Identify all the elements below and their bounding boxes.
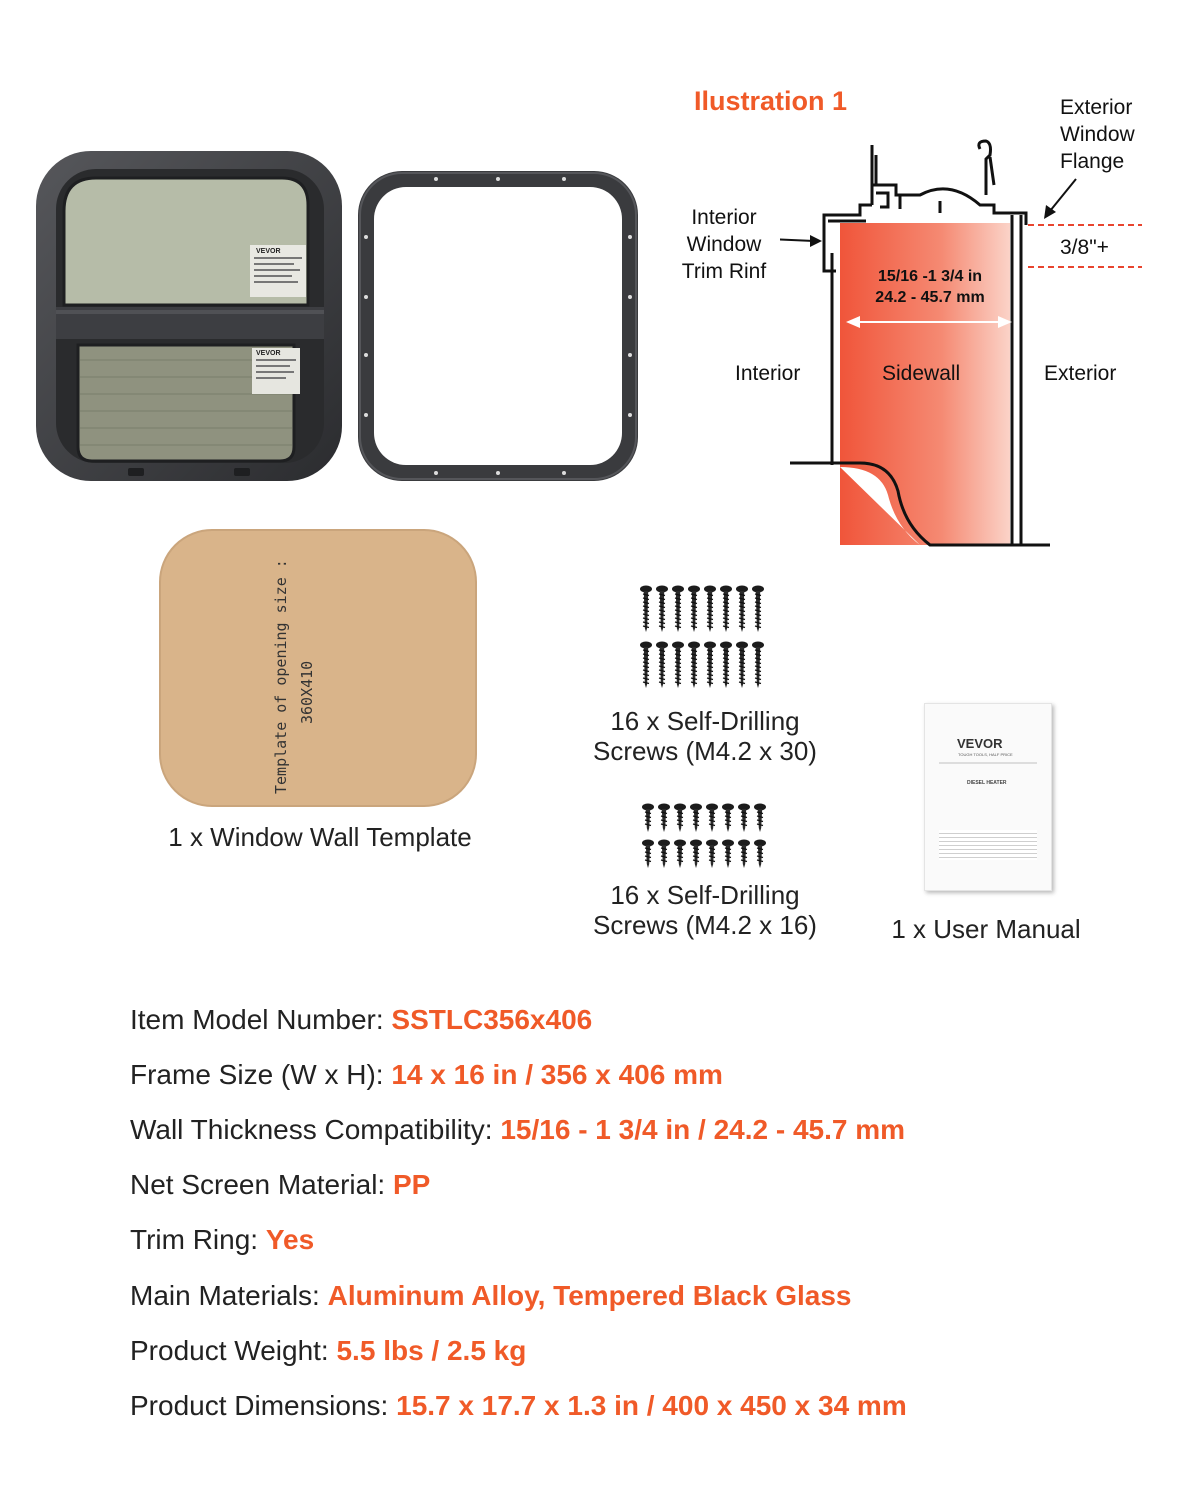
screw-icon [690,804,702,833]
screw-icon [656,642,668,689]
screw-icon [642,804,654,833]
manual-brand: VEVOR [957,736,1003,751]
spec-value: PP [393,1169,431,1200]
exterior-label: Exterior [1044,362,1117,385]
spec-label: Main Materials: [130,1280,320,1311]
spec-label: Product Weight: [130,1335,329,1366]
spec-row [130,1280,851,1312]
screw-icon [640,586,652,633]
spec-label: Wall Thickness Compatibility: [130,1114,493,1145]
spec-value: 5.5 lbs / 2.5 kg [336,1335,527,1366]
interior-trim-label [664,204,784,285]
exterior-flange-label [1060,94,1160,175]
sidewall-label: Sidewall [882,362,961,385]
long-screws-caption [560,706,850,766]
screw-icon [754,840,766,869]
spec-row [130,1004,592,1036]
gap-label: 3/8"+ [1060,236,1109,259]
spec-value: 15.7 x 17.7 x 1.3 in / 400 x 450 x 34 mm [396,1390,907,1421]
spec-row [130,1390,907,1422]
template-text-line1: Template of opening size : [272,559,290,794]
short-screws-line2: Screws (M4.2 x 16) [593,910,817,940]
thickness-label [845,266,1015,308]
spec-value: SSTLC356x406 [391,1004,593,1035]
illustration-title: Ilustration 1 [694,86,848,116]
screw-icon [640,642,652,689]
screw-icon [672,586,684,633]
spec-row [130,1059,723,1091]
sidewall-diagram [780,135,1150,555]
screw-icon [736,642,748,689]
user-manual-image [924,703,1052,891]
window-image [30,145,350,490]
interior-trim-line2: Window [686,233,762,256]
screw-icon [688,642,700,689]
thickness-in: 15/16 -1 3/4 in [877,268,983,285]
spec-row [130,1169,430,1201]
trim-ring-image [352,165,644,487]
manual-caption: 1 x User Manual [891,914,1081,944]
template-text-line2: 360X410 [298,660,316,724]
spec-label: Frame Size (W x H): [130,1059,384,1090]
manual-tagline: TOUGH TOOLS, HALF PRICE [958,752,1013,757]
short-screws-line1: 16 x Self-Drilling [610,880,800,910]
short-screws-caption [560,880,850,940]
window-brand-label: VEVOR [256,248,281,255]
screw-icon [738,840,750,869]
screw-icon [690,840,702,869]
manual-body-text [939,830,1037,860]
screw-icon [722,840,734,869]
spec-row [130,1224,314,1256]
screw-icon [720,586,732,633]
long-screws-image [636,582,776,694]
spec-value: Yes [265,1224,315,1255]
manual-title: DIESEL HEATER [967,780,1007,786]
spec-value: 14 x 16 in / 356 x 406 mm [391,1059,723,1090]
long-screws-line2: Screws (M4.2 x 30) [593,736,817,766]
spec-label: Item Model Number: [130,1004,384,1035]
template-caption: 1 x Window Wall Template [168,822,472,852]
spec-label: Product Dimensions: [130,1390,389,1421]
screen-brand-label: VEVOR [256,350,281,357]
interior-trim-line3: Trim Rinf [681,260,767,283]
manual-rule [939,762,1037,764]
spec-row [130,1114,905,1146]
screw-icon [754,804,766,833]
screw-icon [738,804,750,833]
screw-icon [674,804,686,833]
exterior-flange-line2: Window [1060,123,1135,146]
spec-label: Trim Ring: [130,1224,259,1255]
screw-icon [688,586,700,633]
screw-icon [720,642,732,689]
spec-value: 15/16 - 1 3/4 in / 24.2 - 45.7 mm [500,1114,906,1145]
screw-icon [752,642,764,689]
interior-trim-line1: Interior [691,206,757,229]
screw-icon [658,804,670,833]
screw-icon [672,642,684,689]
thickness-mm: 24.2 - 45.7 mm [875,289,985,306]
screw-icon [752,586,764,633]
screw-icon [704,586,716,633]
spec-row [130,1335,526,1367]
screw-icon [722,804,734,833]
screw-icon [704,642,716,689]
screw-icon [674,840,686,869]
screw-icon [736,586,748,633]
interior-label: Interior [735,362,801,385]
screw-icon [658,840,670,869]
template-printed-text [268,554,320,794]
screw-icon [656,586,668,633]
screw-icon [706,840,718,869]
spec-value: Aluminum Alloy, Tempered Black Glass [327,1280,852,1311]
exterior-flange-line1: Exterior [1060,96,1133,119]
screw-icon [642,840,654,869]
spec-label: Net Screen Material: [130,1169,386,1200]
exterior-flange-line3: Flange [1060,150,1125,173]
long-screws-line1: 16 x Self-Drilling [610,706,800,736]
short-screws-image [638,800,778,872]
screw-icon [706,804,718,833]
